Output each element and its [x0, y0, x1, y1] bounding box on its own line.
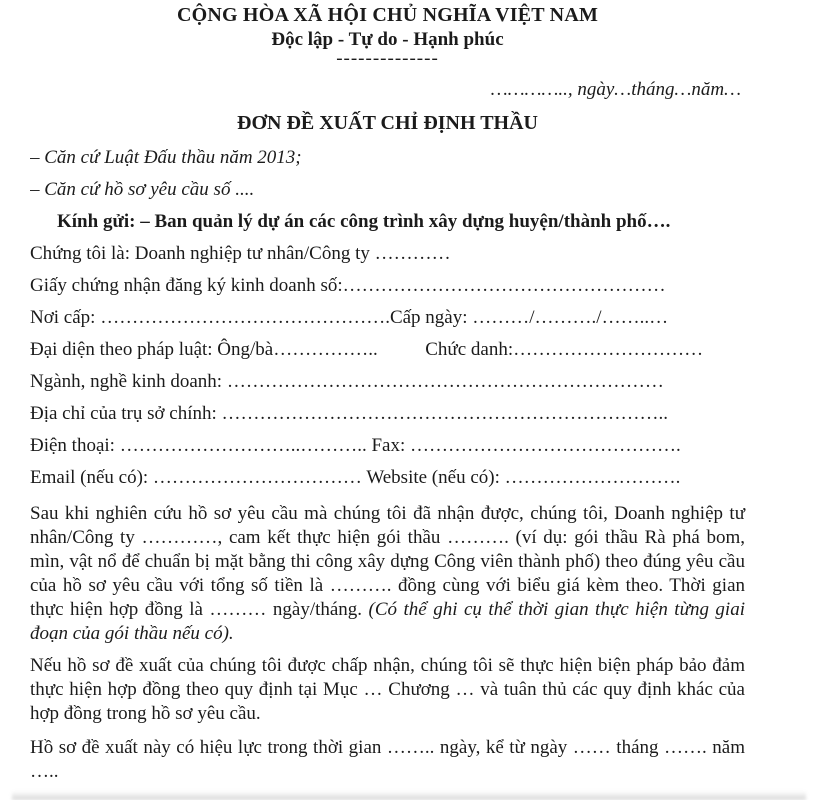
- paragraph-commitment-text: Sau khi nghiên cứu hồ sơ yêu cầu mà chúng tôi đã nhận được, chúng tôi, Doanh nghiệp tư nhân/Công ty …………, cam kết thực hiện gói thầu ………. (ví dụ: gói thầu Rà phá bom, mìn, vật nổ để chuẩn bị mặt bằng thi công xây dựng Công viên thành phố) theo đúng yêu cầu của hồ sơ yêu cầu với tổng số tiền là ………. đồng cùng với biểu giá kèm theo. Thời gian thực hiện hợp đồng là ……… ngày/tháng.: [30, 503, 745, 620]
- date-line: ………….., ngày…tháng…năm…: [490, 79, 741, 100]
- salutation-line: Kính gửi: – Ban quản lý dự án các công trình xây dựng huyện/thành phố….: [57, 211, 671, 232]
- form-fields: [30, 238, 745, 494]
- document-title: ĐƠN ĐỀ XUẤT CHỈ ĐỊNH THẦU: [237, 112, 538, 134]
- form-line-business-sector: Ngành, nghề kinh doanh: ……………………………………………………………: [30, 371, 664, 392]
- legal-basis-request-file: – Căn cứ hồ sơ yêu cầu số ....: [30, 179, 255, 200]
- form-line-email-website: Email (nếu có): …………………………… Website (nếu có): ……………………….: [30, 467, 681, 488]
- paragraph-validity: Hồ sơ đề xuất này có hiệu lực trong thời gian …….. ngày, kể từ ngày …… tháng ……. năm …..: [30, 737, 745, 782]
- scan-artifact-smudge: [12, 791, 806, 800]
- national-motto: Độc lập - Tự do - Hạnh phúc: [271, 29, 504, 50]
- national-title: CỘNG HÒA XÃ HỘI CHỦ NGHĨA VIỆT NAM: [176, 4, 599, 26]
- motto-divider: --------------: [336, 48, 439, 69]
- form-line-head-office-address: Địa chỉ của trụ sở chính: ……………………………………………………………..: [30, 403, 669, 424]
- form-line-phone-fax: Điện thoại: ………………………..……….. Fax: …………………………………….: [30, 435, 681, 456]
- paragraph-guarantee: Nếu hồ sơ đề xuất của chúng tôi được chấp nhận, chúng tôi sẽ thực hiện biện pháp bảo đảm thực hiện hợp đồng theo quy định tại Mục … Chương … và tuân thủ các quy định khác của hợp đồng trong hồ sơ yêu cầu.: [30, 655, 745, 724]
- paragraph-commitment: [30, 502, 745, 646]
- form-line-company: Chứng tôi là: Doanh nghiệp tư nhân/Công ty …………: [30, 243, 451, 264]
- form-line-business-registration: Giấy chứng nhận đăng ký kinh doanh số:……………………………………………: [30, 275, 666, 296]
- legal-bases: [30, 142, 745, 206]
- form-line-issue-place-date: Nơi cấp: ……………………………………….Cấp ngày: ………/………./……..…: [30, 307, 669, 328]
- paragraph-commitment-note: (Có thể ghi cụ thể thời gian thực hiện từng giai đoạn của gói thầu nếu có).: [30, 599, 745, 644]
- legal-basis-law: – Căn cứ Luật Đấu thầu năm 2013;: [30, 147, 302, 168]
- form-line-legal-representative: Đại diện theo pháp luật: Ông/bà…………….. Chức danh:…………………………: [30, 339, 704, 360]
